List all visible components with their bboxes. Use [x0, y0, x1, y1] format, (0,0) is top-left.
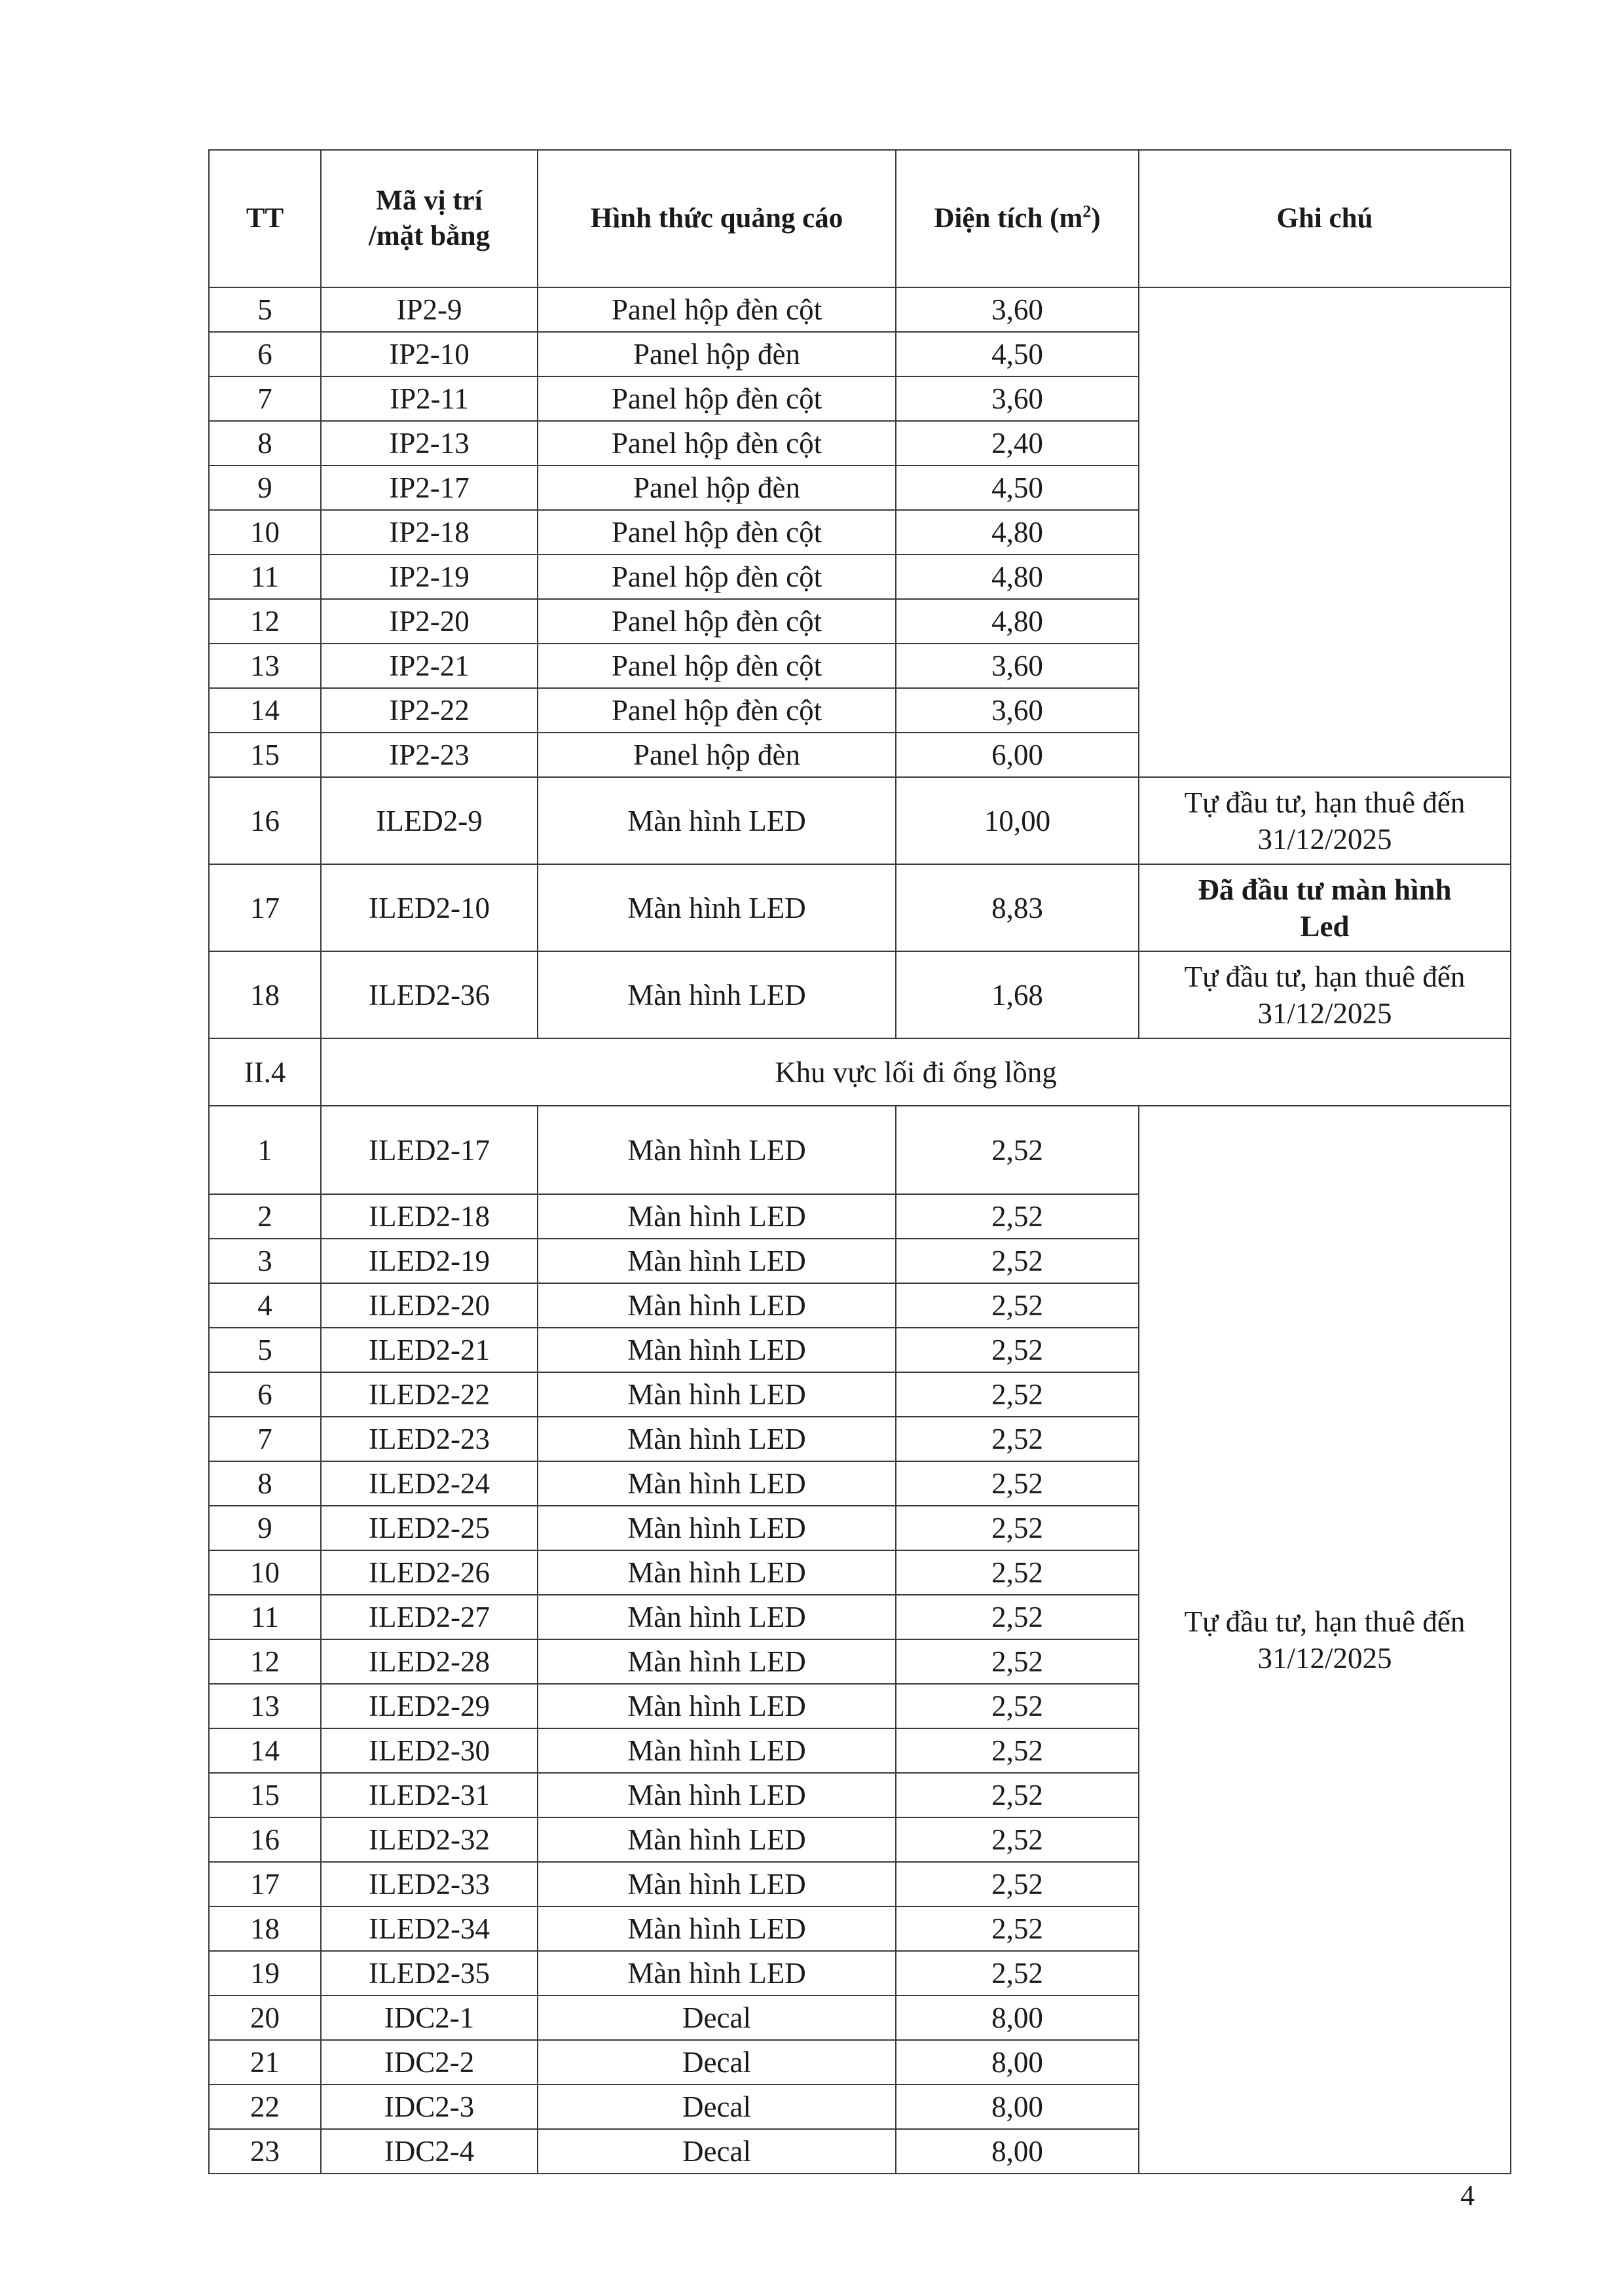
row-code: IP2-9 — [321, 287, 538, 332]
table-row — [209, 777, 1511, 864]
row-form: Panel hộp đèn — [538, 332, 896, 376]
row-tt: 15 — [209, 733, 321, 777]
row-form: Panel hộp đèn cột — [538, 644, 896, 688]
row-form: Panel hộp đèn cột — [538, 599, 896, 644]
row-code: IP2-23 — [321, 733, 538, 777]
row-area: 1,68 — [896, 951, 1139, 1038]
row-note — [1139, 777, 1511, 864]
table-row — [209, 864, 1511, 951]
row-form: Màn hình LED — [538, 1328, 896, 1372]
row-form: Màn hình LED — [538, 1906, 896, 1951]
section-row — [209, 1038, 1511, 1106]
row-area: 3,60 — [896, 287, 1139, 332]
row-tt: 16 — [209, 1817, 321, 1862]
note-line2: Led — [1300, 909, 1350, 943]
row-form: Màn hình LED — [538, 864, 896, 951]
row-area: 4,80 — [896, 510, 1139, 555]
row-tt: 2 — [209, 1194, 321, 1239]
row-code: ILED2-23 — [321, 1417, 538, 1461]
row-tt: 7 — [209, 376, 321, 421]
table-row — [209, 287, 1511, 332]
row-area: 8,00 — [896, 2129, 1139, 2174]
row-form: Panel hộp đèn — [538, 733, 896, 777]
table-row — [209, 1106, 1511, 1194]
row-area: 2,52 — [896, 1951, 1139, 1995]
note-line2: 31/12/2025 — [1257, 1641, 1392, 1675]
row-tt: 1 — [209, 1106, 321, 1194]
row-form: Panel hộp đèn cột — [538, 376, 896, 421]
row-area: 2,52 — [896, 1817, 1139, 1862]
row-code: ILED2-26 — [321, 1550, 538, 1595]
row-form: Màn hình LED — [538, 951, 896, 1038]
header-area-suffix: ) — [1091, 203, 1101, 234]
row-form: Màn hình LED — [538, 1283, 896, 1328]
header-code — [321, 150, 538, 287]
row-tt: 12 — [209, 599, 321, 644]
row-code: ILED2-35 — [321, 1951, 538, 1995]
row-area: 2,52 — [896, 1684, 1139, 1728]
row-tt: 6 — [209, 332, 321, 376]
row-form: Màn hình LED — [538, 1417, 896, 1461]
row-code: IP2-13 — [321, 421, 538, 465]
row-code: IP2-22 — [321, 688, 538, 733]
table-header-row — [209, 150, 1511, 287]
row-form: Decal — [538, 2040, 896, 2085]
row-tt: 14 — [209, 1728, 321, 1773]
row-tt: 3 — [209, 1239, 321, 1283]
row-area: 3,60 — [896, 376, 1139, 421]
row-code: IDC2-3 — [321, 2085, 538, 2129]
row-area: 2,52 — [896, 1595, 1139, 1639]
row-form: Màn hình LED — [538, 1194, 896, 1239]
row-code: IP2-21 — [321, 644, 538, 688]
row-area: 2,52 — [896, 1194, 1139, 1239]
row-area: 2,52 — [896, 1283, 1139, 1328]
header-code-line2: /mặt bằng — [368, 221, 490, 251]
header-area — [896, 150, 1139, 287]
row-tt: 17 — [209, 1862, 321, 1906]
row-code: IP2-11 — [321, 376, 538, 421]
row-note — [1139, 951, 1511, 1038]
row-code: ILED2-33 — [321, 1862, 538, 1906]
row-form: Màn hình LED — [538, 777, 896, 864]
row-tt: 4 — [209, 1283, 321, 1328]
header-area-sup: 2 — [1082, 202, 1092, 221]
row-code: ILED2-24 — [321, 1461, 538, 1506]
row-code: IDC2-4 — [321, 2129, 538, 2174]
row-code: ILED2-21 — [321, 1328, 538, 1372]
row-code: IDC2-1 — [321, 1995, 538, 2040]
section-number: II.4 — [209, 1038, 321, 1106]
row-form: Panel hộp đèn cột — [538, 421, 896, 465]
row-code: ILED2-25 — [321, 1506, 538, 1550]
row-form: Màn hình LED — [538, 1817, 896, 1862]
row-form: Màn hình LED — [538, 1728, 896, 1773]
row-tt: 10 — [209, 510, 321, 555]
row-area: 2,52 — [896, 1906, 1139, 1951]
row-form: Màn hình LED — [538, 1106, 896, 1194]
row-tt: 8 — [209, 1461, 321, 1506]
row-form: Màn hình LED — [538, 1639, 896, 1684]
row-code: ILED2-34 — [321, 1906, 538, 1951]
row-tt: 16 — [209, 777, 321, 864]
note-line1: Đã đầu tư màn hình — [1198, 873, 1452, 906]
row-area: 4,80 — [896, 555, 1139, 599]
row-tt: 20 — [209, 1995, 321, 2040]
row-area: 2,52 — [896, 1239, 1139, 1283]
row-code: ILED2-9 — [321, 777, 538, 864]
row-tt: 13 — [209, 644, 321, 688]
row-form: Panel hộp đèn cột — [538, 510, 896, 555]
row-code: IP2-20 — [321, 599, 538, 644]
row-code: ILED2-32 — [321, 1817, 538, 1862]
note-line2: 31/12/2025 — [1257, 822, 1392, 856]
row-code: ILED2-30 — [321, 1728, 538, 1773]
table-row — [209, 951, 1511, 1038]
row-form: Panel hộp đèn cột — [538, 688, 896, 733]
row-form: Màn hình LED — [538, 1862, 896, 1906]
row-form: Panel hộp đèn cột — [538, 555, 896, 599]
row-tt: 23 — [209, 2129, 321, 2174]
row-tt: 22 — [209, 2085, 321, 2129]
header-tt: TT — [209, 150, 321, 287]
row-tt: 11 — [209, 1595, 321, 1639]
row-code: IDC2-2 — [321, 2040, 538, 2085]
row-area: 4,50 — [896, 332, 1139, 376]
row-area: 8,00 — [896, 1995, 1139, 2040]
note-line1: Tự đầu tư, hạn thuê đến — [1184, 960, 1466, 993]
row-form: Màn hình LED — [538, 1550, 896, 1595]
row-area: 2,52 — [896, 1639, 1139, 1684]
note-line2: 31/12/2025 — [1257, 996, 1392, 1030]
row-form: Decal — [538, 2085, 896, 2129]
row-tt: 5 — [209, 1328, 321, 1372]
row-area: 2,52 — [896, 1506, 1139, 1550]
header-note: Ghi chú — [1139, 150, 1511, 287]
row-code: ILED2-36 — [321, 951, 538, 1038]
section-title: Khu vực lối đi ống lồng — [321, 1038, 1511, 1106]
advertising-positions-table — [208, 149, 1511, 2174]
row-area: 2,52 — [896, 1372, 1139, 1417]
row-form: Màn hình LED — [538, 1595, 896, 1639]
row-form: Màn hình LED — [538, 1372, 896, 1417]
row-form: Màn hình LED — [538, 1461, 896, 1506]
row-tt: 13 — [209, 1684, 321, 1728]
row-tt: 18 — [209, 951, 321, 1038]
row-code: ILED2-10 — [321, 864, 538, 951]
row-tt: 15 — [209, 1773, 321, 1817]
row-area: 2,52 — [896, 1728, 1139, 1773]
row-area: 2,40 — [896, 421, 1139, 465]
row-area: 2,52 — [896, 1461, 1139, 1506]
row-form: Màn hình LED — [538, 1506, 896, 1550]
row-area: 8,00 — [896, 2085, 1139, 2129]
row-note — [1139, 864, 1511, 951]
row-area: 2,52 — [896, 1550, 1139, 1595]
row-tt: 8 — [209, 421, 321, 465]
row-code: ILED2-19 — [321, 1239, 538, 1283]
row-code: ILED2-28 — [321, 1639, 538, 1684]
row-form: Panel hộp đèn cột — [538, 287, 896, 332]
row-area: 2,52 — [896, 1106, 1139, 1194]
row-tt: 5 — [209, 287, 321, 332]
row-form: Màn hình LED — [538, 1684, 896, 1728]
header-form: Hình thức quảng cáo — [538, 150, 896, 287]
row-area: 2,52 — [896, 1773, 1139, 1817]
row-code: ILED2-27 — [321, 1595, 538, 1639]
row-form: Panel hộp đèn — [538, 465, 896, 510]
row-note-empty-merged — [1139, 287, 1511, 777]
row-form: Decal — [538, 1995, 896, 2040]
row-tt: 12 — [209, 1639, 321, 1684]
row-tt: 17 — [209, 864, 321, 951]
row-code: IP2-18 — [321, 510, 538, 555]
row-code: IP2-10 — [321, 332, 538, 376]
row-code: IP2-17 — [321, 465, 538, 510]
note-line1: Tự đầu tư, hạn thuê đến — [1184, 1605, 1466, 1638]
row-tt: 7 — [209, 1417, 321, 1461]
row-form: Màn hình LED — [538, 1773, 896, 1817]
row-area: 6,00 — [896, 733, 1139, 777]
row-form: Màn hình LED — [538, 1951, 896, 1995]
row-code: ILED2-22 — [321, 1372, 538, 1417]
row-tt: 14 — [209, 688, 321, 733]
row-form: Decal — [538, 2129, 896, 2174]
row-tt: 10 — [209, 1550, 321, 1595]
row-code: IP2-19 — [321, 555, 538, 599]
row-area: 3,60 — [896, 688, 1139, 733]
table-body — [209, 287, 1511, 2174]
row-tt: 9 — [209, 1506, 321, 1550]
row-tt: 19 — [209, 1951, 321, 1995]
header-area-prefix: Diện tích (m — [934, 203, 1083, 234]
row-area: 10,00 — [896, 777, 1139, 864]
note-line1: Tự đầu tư, hạn thuê đến — [1184, 786, 1466, 819]
row-area: 2,52 — [896, 1417, 1139, 1461]
row-tt: 18 — [209, 1906, 321, 1951]
row-code: ILED2-17 — [321, 1106, 538, 1194]
row-tt: 9 — [209, 465, 321, 510]
page-number: 4 — [1460, 2179, 1475, 2212]
row-area: 2,52 — [896, 1328, 1139, 1372]
row-area: 4,80 — [896, 599, 1139, 644]
row-area: 2,52 — [896, 1862, 1139, 1906]
row-code: ILED2-31 — [321, 1773, 538, 1817]
section-b-note — [1139, 1106, 1511, 2174]
row-area: 8,00 — [896, 2040, 1139, 2085]
row-form: Màn hình LED — [538, 1239, 896, 1283]
row-tt: 11 — [209, 555, 321, 599]
row-area: 8,83 — [896, 864, 1139, 951]
row-tt: 6 — [209, 1372, 321, 1417]
row-tt: 21 — [209, 2040, 321, 2085]
row-area: 3,60 — [896, 644, 1139, 688]
row-code: ILED2-18 — [321, 1194, 538, 1239]
header-code-line1: Mã vị trí — [376, 185, 483, 216]
row-code: ILED2-29 — [321, 1684, 538, 1728]
row-area: 4,50 — [896, 465, 1139, 510]
row-code: ILED2-20 — [321, 1283, 538, 1328]
